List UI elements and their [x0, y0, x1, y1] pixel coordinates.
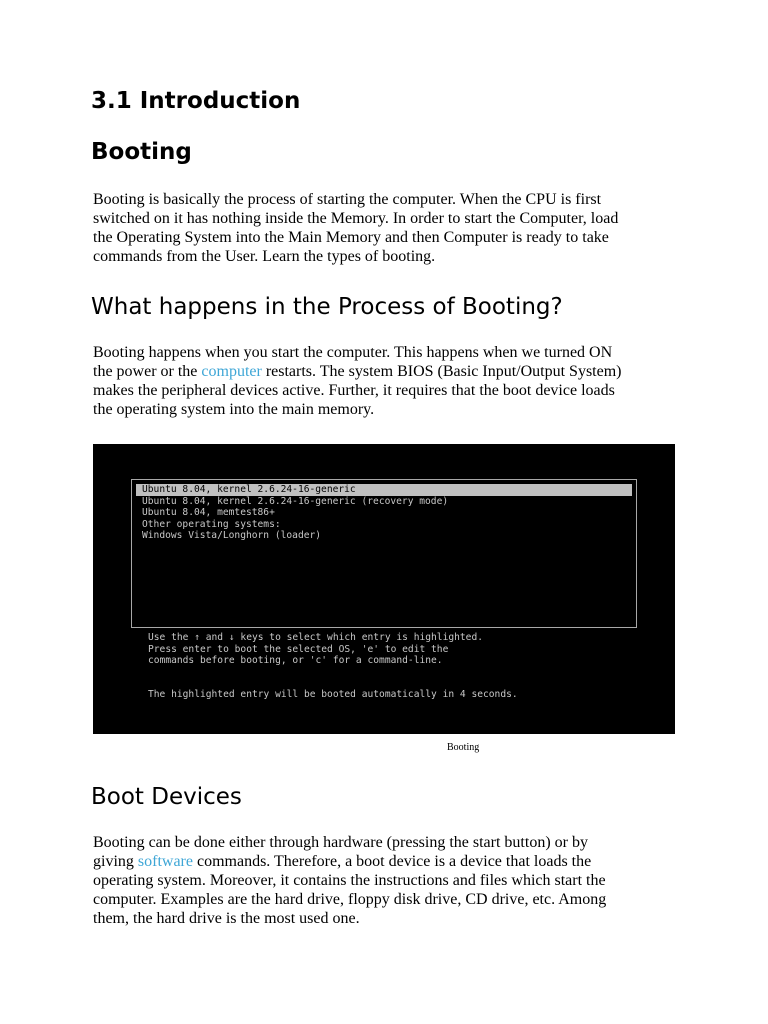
- heading-boot-devices: Boot Devices: [91, 784, 242, 810]
- text-line: [93, 362, 673, 381]
- boot-menu-box: [131, 479, 637, 628]
- text-line: makes the peripheral devices active. Further, it requires that the boot device loads: [93, 382, 615, 399]
- paragraph-booting-definition: [93, 190, 673, 266]
- text-line: [93, 852, 673, 871]
- boot-help-line: Use the ↑ and ↓ keys to select which entry is highlighted.: [148, 632, 484, 643]
- text-line: the Operating System into the Main Memory and then Computer is ready to take: [93, 229, 609, 246]
- computer-link[interactable]: computer: [201, 363, 262, 380]
- heading-process-of-booting: What happens in the Process of Booting?: [91, 294, 563, 320]
- boot-entry: Ubuntu 8.04, kernel 2.6.24-16-generic (recovery mode): [142, 495, 449, 507]
- text-line: commands from the User. Learn the types of booting.: [93, 248, 436, 265]
- boot-entry: Other operating systems:: [142, 518, 281, 530]
- software-link[interactable]: software: [137, 853, 193, 870]
- boot-menu-screenshot: [93, 444, 675, 734]
- section-title: 3.1 Introduction: [91, 88, 301, 114]
- figure-caption: Booting: [447, 742, 480, 753]
- text-segment: commands. Therefore, a boot device is a device that loads the: [192, 853, 592, 870]
- boot-countdown: The highlighted entry will be booted automatically in 4 seconds.: [148, 689, 518, 700]
- text-line: computer. Examples are the hard drive, floppy disk drive, CD drive, etc. Among: [93, 891, 607, 908]
- boot-help-line: Press enter to boot the selected OS, 'e' to edit the: [148, 643, 449, 655]
- text-line: Booting can be done either through hardware (pressing the start button) or by: [93, 834, 588, 851]
- boot-help-line: commands before booting, or 'c' for a command-line.: [148, 655, 443, 666]
- text-line: operating system. Moreover, it contains the instructions and files which start the: [93, 872, 606, 889]
- paragraph-booting-process: [93, 343, 673, 419]
- boot-entry: Ubuntu 8.04, memtest86+: [142, 507, 275, 518]
- paragraph-boot-devices: [93, 833, 673, 928]
- text-line: them, the hard drive is the most used one.: [93, 910, 360, 927]
- boot-entry-selected: Ubuntu 8.04, kernel 2.6.24-16-generic: [136, 484, 632, 496]
- text-line: Booting happens when you start the computer. This happens when we turned ON: [93, 344, 613, 361]
- text-line: switched on it has nothing inside the Memory. In order to start the Computer, load: [93, 210, 619, 227]
- text-segment: giving: [93, 853, 138, 870]
- text-segment: restarts. The system BIOS (Basic Input/Output System): [261, 363, 622, 380]
- text-line: Booting is basically the process of starting the computer. When the CPU is first: [93, 191, 602, 208]
- heading-booting: Booting: [91, 139, 192, 165]
- text-segment: the power or the: [93, 363, 202, 380]
- text-line: the operating system into the main memory.: [93, 401, 375, 418]
- boot-entry: Windows Vista/Longhorn (loader): [142, 530, 322, 541]
